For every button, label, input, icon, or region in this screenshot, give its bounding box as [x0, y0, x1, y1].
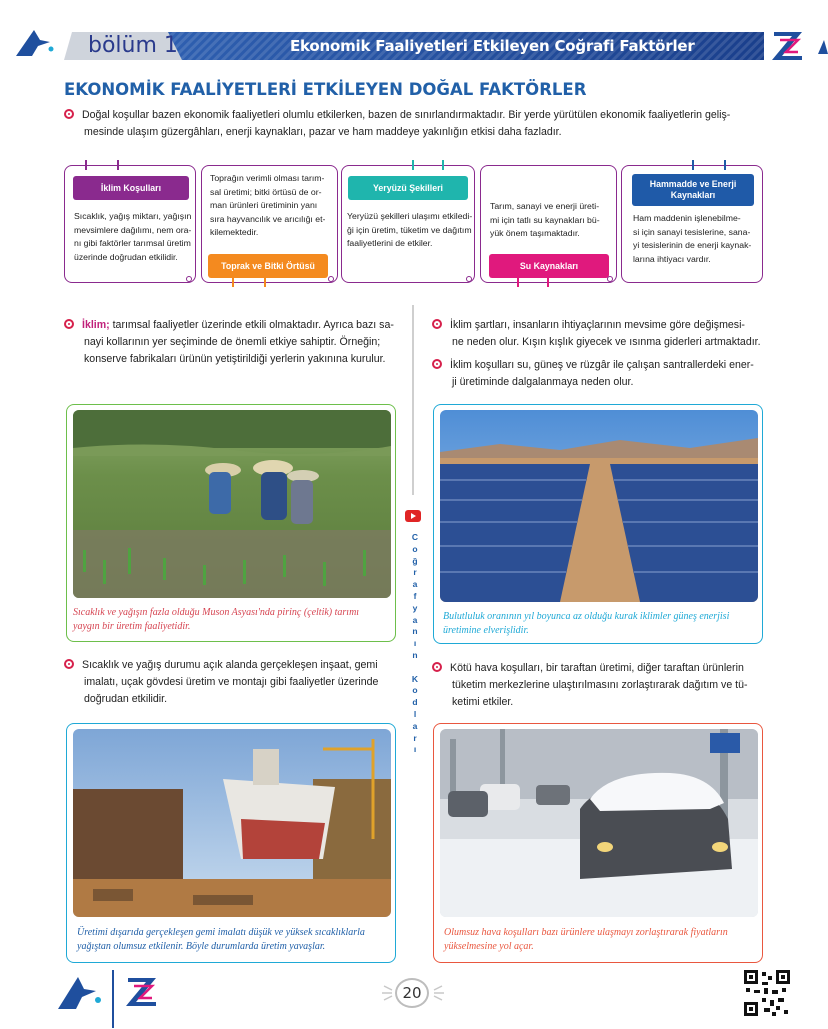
shipyard-image — [73, 729, 391, 917]
factor-label: İklim Koşulları — [73, 176, 189, 200]
factor-box-su — [480, 165, 617, 283]
side-label-char: ğ — [412, 555, 418, 566]
side-label-char: r — [413, 732, 417, 743]
right-paragraph-3: Kötü hava koşulları, bir taraftan üretimi, diğer taraftan ürünlerin tüketim merkezlerine ulaştırılmasını zorlaştırarak dağıtım ve tü- ketimi etkiler. — [432, 660, 772, 711]
side-label-char: n — [412, 626, 418, 637]
arrow-icon — [818, 40, 828, 54]
factor-label: Hammadde ve Enerji Kaynakları — [632, 174, 754, 206]
rice-caption: Sıcaklık ve yağışın fazla olduğu Muson Asyası'nda pirinç (çeltik) tarımı yaygın bir üretim faaliyetidir. — [73, 607, 360, 632]
ship-caption: Üretimi dışarıda gerçekleşen gemi imalatı düşük ve yüksek sıcaklıklarla yağıştan olumsuz etkilenir. Böyle durumlarda üretim yavaşlar. — [77, 927, 365, 952]
snowy-road-image — [440, 729, 758, 917]
intro-line: Doğal koşullar bazen ekonomik faaliyetleri olumlu etkilerken, bazen de sınırlandırmaktadır. Bir yerde yürütülen ekonomik faaliyetlerin geliş- — [82, 109, 731, 121]
factor-box-yeryuzu — [341, 165, 475, 283]
bullet-icon — [432, 359, 442, 369]
page-number: 20 — [395, 978, 429, 1008]
solar-farm-image — [440, 410, 758, 602]
z-brand-icon — [768, 26, 808, 64]
column-divider — [412, 305, 414, 495]
side-label-char: r — [413, 567, 417, 578]
factor-box-iklim — [64, 165, 196, 283]
side-label-char: ı — [413, 638, 417, 649]
side-label-char: ı — [413, 744, 417, 755]
side-label-char: C — [411, 532, 419, 542]
factor-box-toprak — [201, 165, 338, 283]
right-paragraph-2: İklim koşulları su, güneş ve rüzgâr ile çalışan santrallerdeki ener- ji üretiminde dalgalanmaya neden olur. — [432, 357, 772, 391]
bullet-icon — [432, 662, 442, 672]
factor-text: Yeryüzü şekilleri ulaşımı etkiledi- ği için üretim, tüketim ve dağıtım faaliyetlerini de etkiler. — [347, 211, 473, 248]
section-title: EKONOMİK FAALİYETLERİ ETKİLEYEN DOĞAL FAKTÖRLER — [64, 80, 587, 99]
factor-label: Su Kaynakları — [489, 254, 609, 278]
publisher-logo-icon — [14, 28, 54, 58]
bullet-icon — [64, 109, 74, 119]
rice-field-image — [73, 410, 391, 598]
snow-caption: Olumsuz hava koşulları bazı ürünlere ulaşmayı zorlaştırarak fiyatların yükselmesine yol açar. — [444, 927, 728, 952]
chapter-label: bölüm 1 — [88, 33, 178, 58]
bullet-icon — [64, 319, 74, 329]
bullet-icon — [432, 319, 442, 329]
side-label-char: K — [411, 673, 419, 684]
footer-logo-icon — [56, 975, 102, 1011]
right-paragraph-1: İklim şartları, insanların ihtiyaçlarının mevsime göre değişmesi- ne neden olur. Kışın kışlık giyecek ve ısınma giderleri artmaktadır. — [432, 317, 772, 351]
side-label-char: a — [412, 614, 418, 625]
factor-text: Sıcaklık, yağış miktarı, yağışın mevsimlere dağılımı, nem ora- nı gibi faktörler tarımsal üretim üzerinde doğrudan etkilidir. — [74, 211, 192, 262]
side-label-char: n — [412, 649, 418, 660]
bullet-icon — [64, 659, 74, 669]
side-label-char — [409, 662, 421, 674]
factor-label: Toprak ve Bitki Örtüsü — [208, 254, 328, 278]
video-play-icon[interactable] — [405, 510, 421, 522]
intro-line: mesinde ulaşım güzergâhları, enerji kaynakları, pazar ve ham maddeye yakınlığın etkisi daha fazladır. — [84, 126, 562, 138]
factor-box-hammadde — [621, 165, 763, 283]
factor-text: Ham maddenin işlenebilme- si için sanayi tesislerine, sana- yi tesislerinin de enerji kaynak- larına ihtiyacı vardır. — [633, 213, 752, 264]
cografyanin-kodlari-label — [409, 532, 421, 756]
side-label-char: a — [412, 720, 418, 731]
factor-text: Toprağın verimli olması tarım- sal üretimi; bitki örtüsü de or- man ürünleri üretiminin yanı sıra hayvancılık ve arıcılığı et- kilemektedir. — [210, 173, 326, 237]
factor-text: Tarım, sanayi ve enerji üreti- mi için tatlı su kaynakları bü- yük önem taşımaktadır. — [490, 201, 600, 238]
qr-code-icon[interactable] — [744, 970, 790, 1016]
side-label-char: a — [412, 579, 418, 590]
header-title: Ekonomik Faaliyetleri Etkileyen Coğrafi Faktörler — [290, 37, 695, 55]
keyword: İklim; — [82, 319, 110, 331]
side-label-char: d — [412, 697, 418, 708]
factor-label: Yeryüzü Şekilleri — [348, 176, 468, 200]
side-label-char: o — [412, 685, 418, 696]
side-label-char: l — [413, 708, 417, 719]
side-label-char: f — [413, 590, 417, 601]
left-paragraph-2: Sıcaklık ve yağış durumu açık alanda gerçekleşen inşaat, gemi imalatı, uçak gövdesi üretim ve montajı gibi faaliyetler üzerinde doğrudan etkilidir. — [64, 657, 404, 708]
intro-paragraph — [64, 107, 764, 141]
solar-caption: Bulutluluk oranının yıl boyunca az olduğu kurak iklimler güneş enerjisi üretimine elverişlidir. — [443, 611, 730, 636]
side-label-char: y — [412, 602, 418, 613]
left-paragraph-1: İklim; tarımsal faaliyetler üzerinde etkili olmaktadır. Ayrıca bazı sa- nayi kollarının yer seçiminde de önemli etkiye sahiptir. Örneğin; konserve fabrikaları ürünün yetiştirildiği yerlerin yakınına kurulur. — [64, 317, 404, 368]
side-label-char: o — [412, 543, 418, 554]
footer-z-brand-icon — [122, 972, 162, 1010]
footer-divider — [112, 970, 114, 1028]
